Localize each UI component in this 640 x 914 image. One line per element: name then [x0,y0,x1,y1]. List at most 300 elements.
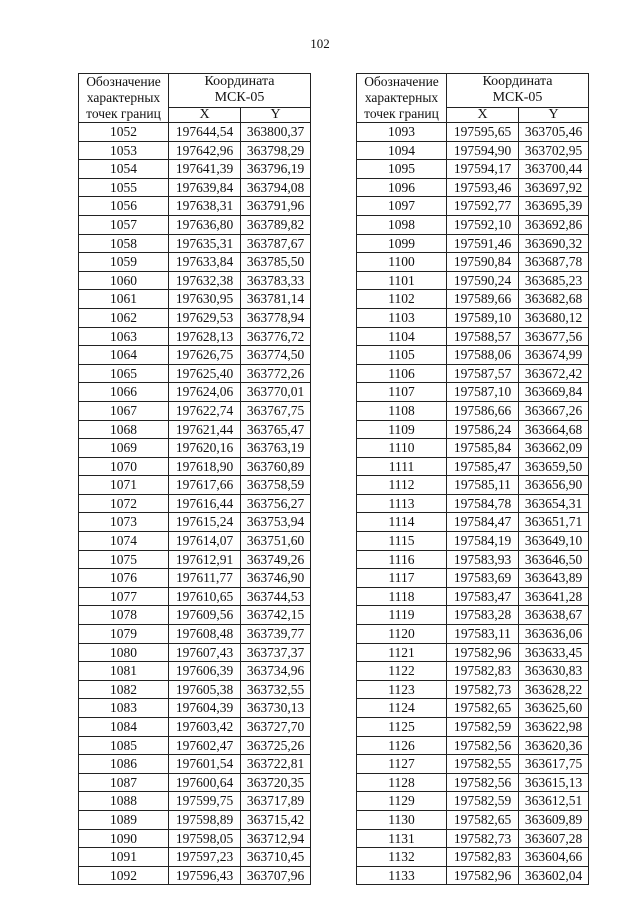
coord-y-cell: 363685,23 [519,271,589,290]
point-id-cell: 1132 [357,848,447,867]
point-id-cell: 1129 [357,792,447,811]
table-row [79,383,311,402]
coord-y-cell: 363772,26 [241,364,311,383]
coord-y-cell: 363785,50 [241,253,311,272]
table-row [79,643,311,662]
coord-x-cell: 197606,39 [169,662,241,681]
coord-y-cell: 363602,04 [519,866,589,885]
coord-x-cell: 197610,65 [169,587,241,606]
point-id-cell: 1071 [79,476,169,495]
table-row [357,253,589,272]
coord-x-cell: 197582,65 [447,699,519,718]
coord-x-cell: 197620,16 [169,439,241,458]
coord-x-cell: 197595,65 [447,123,519,142]
coord-y-cell: 363625,60 [519,699,589,718]
table-row [357,197,589,216]
table-row [79,625,311,644]
table-row [357,792,589,811]
point-id-cell: 1114 [357,513,447,532]
table-row [357,829,589,848]
point-id-cell: 1095 [357,160,447,179]
coord-x-cell: 197600,64 [169,773,241,792]
table-row [357,736,589,755]
point-id-cell: 1124 [357,699,447,718]
point-id-cell: 1113 [357,494,447,513]
table-row [357,699,589,718]
point-id-cell: 1073 [79,513,169,532]
coord-x-cell: 197642,96 [169,141,241,160]
point-id-cell: 1065 [79,364,169,383]
coord-y-cell: 363727,70 [241,718,311,737]
coord-y-cell: 363760,89 [241,457,311,476]
coord-x-cell: 197585,47 [447,457,519,476]
coord-x-cell: 197582,83 [447,662,519,681]
coord-x-cell: 197621,44 [169,420,241,439]
coord-x-cell: 197602,47 [169,736,241,755]
coord-y-cell: 363674,99 [519,346,589,365]
coord-x-cell: 197589,66 [447,290,519,309]
coord-x-cell: 197618,90 [169,457,241,476]
coord-x-cell: 197596,43 [169,866,241,885]
point-id-cell: 1115 [357,532,447,551]
point-id-cell: 1052 [79,123,169,142]
point-id-cell: 1097 [357,197,447,216]
table-row [79,420,311,439]
header-y: Y [241,107,311,122]
coord-y-cell: 363739,77 [241,625,311,644]
coord-x-cell: 197612,91 [169,550,241,569]
table-row [79,308,311,327]
coord-x-cell: 197591,46 [447,234,519,253]
coordinates-table-left [78,73,311,885]
point-id-cell: 1096 [357,178,447,197]
coord-x-cell: 197592,10 [447,215,519,234]
coord-x-cell: 197582,56 [447,736,519,755]
table-row [357,215,589,234]
coord-y-cell: 363742,15 [241,606,311,625]
point-id-cell: 1056 [79,197,169,216]
coord-x-cell: 197582,59 [447,718,519,737]
coord-y-cell: 363672,42 [519,364,589,383]
point-id-cell: 1054 [79,160,169,179]
coordinates-table-right [356,73,589,885]
coord-x-cell: 197584,78 [447,494,519,513]
coord-x-cell: 197601,54 [169,755,241,774]
coord-y-cell: 363774,50 [241,346,311,365]
coord-x-cell: 197584,19 [447,532,519,551]
point-id-cell: 1076 [79,569,169,588]
coord-x-cell: 197628,13 [169,327,241,346]
coord-x-cell: 197635,31 [169,234,241,253]
table-row [79,792,311,811]
coord-x-cell: 197590,84 [447,253,519,272]
table-row [79,401,311,420]
coord-x-cell: 197583,93 [447,550,519,569]
point-id-cell: 1077 [79,587,169,606]
coord-x-cell: 197582,96 [447,866,519,885]
point-id-cell: 1131 [357,829,447,848]
coord-y-cell: 363654,31 [519,494,589,513]
point-id-cell: 1099 [357,234,447,253]
table-row [79,123,311,142]
point-id-cell: 1061 [79,290,169,309]
table-row [357,848,589,867]
coord-y-cell: 363776,72 [241,327,311,346]
point-id-cell: 1123 [357,680,447,699]
point-id-cell: 1057 [79,215,169,234]
table-row [357,866,589,885]
coord-y-cell: 363781,14 [241,290,311,309]
coord-x-cell: 197636,80 [169,215,241,234]
point-id-cell: 1081 [79,662,169,681]
coord-x-cell: 197629,53 [169,308,241,327]
header-point-label: Обозначение характерных точек границ [79,74,169,123]
coord-x-cell: 197609,56 [169,606,241,625]
table-row [357,513,589,532]
header-point-label: Обозначение характерных точек границ [357,74,447,123]
point-id-cell: 1091 [79,848,169,867]
point-id-cell: 1100 [357,253,447,272]
point-id-cell: 1127 [357,755,447,774]
point-id-cell: 1101 [357,271,447,290]
coord-y-cell: 363722,81 [241,755,311,774]
point-id-cell: 1083 [79,699,169,718]
table-row [357,141,589,160]
table-row [357,587,589,606]
table-row [79,364,311,383]
page-number: 102 [310,36,330,51]
table-row [357,810,589,829]
table-row [357,439,589,458]
table-row [357,271,589,290]
coord-y-cell: 363692,86 [519,215,589,234]
coord-y-cell: 363700,44 [519,160,589,179]
header-x: X [169,107,241,122]
coord-y-cell: 363756,27 [241,494,311,513]
table-row [79,606,311,625]
coord-y-cell: 363753,94 [241,513,311,532]
point-id-cell: 1098 [357,215,447,234]
table-row [79,848,311,867]
coord-y-cell: 363690,32 [519,234,589,253]
point-id-cell: 1107 [357,383,447,402]
coord-x-cell: 197588,06 [447,346,519,365]
coord-y-cell: 363744,53 [241,587,311,606]
coord-y-cell: 363787,67 [241,234,311,253]
table-row [357,123,589,142]
coord-y-cell: 363800,37 [241,123,311,142]
point-id-cell: 1112 [357,476,447,495]
table-row [357,457,589,476]
coord-x-cell: 197589,10 [447,308,519,327]
table-row [357,625,589,644]
coord-y-cell: 363789,82 [241,215,311,234]
table-body-left [79,123,311,885]
coord-x-cell: 197638,31 [169,197,241,216]
point-id-cell: 1058 [79,234,169,253]
coord-y-cell: 363765,47 [241,420,311,439]
header-coordinate-group: Координата МСК-05 [447,74,589,108]
coord-x-cell: 197603,42 [169,718,241,737]
table-row [79,773,311,792]
coord-y-cell: 363710,45 [241,848,311,867]
coord-y-cell: 363791,96 [241,197,311,216]
coord-x-cell: 197594,17 [447,160,519,179]
coord-y-cell: 363695,39 [519,197,589,216]
point-id-cell: 1087 [79,773,169,792]
coord-y-cell: 363767,75 [241,401,311,420]
coord-x-cell: 197597,23 [169,848,241,867]
table-row [79,290,311,309]
table-row [357,606,589,625]
coord-x-cell: 197630,95 [169,290,241,309]
coord-x-cell: 197617,66 [169,476,241,495]
table-row [357,290,589,309]
coord-y-cell: 363604,66 [519,848,589,867]
table-row [357,327,589,346]
coord-y-cell: 363651,71 [519,513,589,532]
table-row [357,308,589,327]
coord-y-cell: 363758,59 [241,476,311,495]
coord-y-cell: 363763,19 [241,439,311,458]
coord-y-cell: 363715,42 [241,810,311,829]
table-row [357,718,589,737]
table-row [357,755,589,774]
coord-y-cell: 363794,08 [241,178,311,197]
table-row [79,476,311,495]
table-row [357,383,589,402]
table-row [79,160,311,179]
point-id-cell: 1126 [357,736,447,755]
coord-y-cell: 363612,51 [519,792,589,811]
header-y: Y [519,107,589,122]
table-row [357,476,589,495]
point-id-cell: 1084 [79,718,169,737]
table-row [79,569,311,588]
table-row [79,718,311,737]
coord-x-cell: 197582,59 [447,792,519,811]
coord-x-cell: 197633,84 [169,253,241,272]
coord-y-cell: 363702,95 [519,141,589,160]
coord-y-cell: 363630,83 [519,662,589,681]
point-id-cell: 1088 [79,792,169,811]
point-id-cell: 1059 [79,253,169,272]
table-row [79,513,311,532]
table-row [357,773,589,792]
coord-y-cell: 363607,28 [519,829,589,848]
coord-x-cell: 197624,06 [169,383,241,402]
point-id-cell: 1082 [79,680,169,699]
table-row [79,662,311,681]
coord-x-cell: 197588,57 [447,327,519,346]
coord-x-cell: 197587,57 [447,364,519,383]
coord-x-cell: 197586,24 [447,420,519,439]
table-row [79,327,311,346]
coord-x-cell: 197622,74 [169,401,241,420]
coord-x-cell: 197594,90 [447,141,519,160]
table-row [79,810,311,829]
table-row [357,401,589,420]
table-row [79,141,311,160]
point-id-cell: 1066 [79,383,169,402]
table-row [357,420,589,439]
coord-y-cell: 363798,29 [241,141,311,160]
coord-x-cell: 197583,11 [447,625,519,644]
coord-y-cell: 363636,06 [519,625,589,644]
table-row [79,736,311,755]
point-id-cell: 1072 [79,494,169,513]
point-id-cell: 1120 [357,625,447,644]
coord-y-cell: 363682,68 [519,290,589,309]
coord-y-cell: 363751,60 [241,532,311,551]
coord-x-cell: 197582,73 [447,829,519,848]
table-row [357,643,589,662]
coord-y-cell: 363641,28 [519,587,589,606]
point-id-cell: 1093 [357,123,447,142]
point-id-cell: 1122 [357,662,447,681]
point-id-cell: 1062 [79,308,169,327]
coord-x-cell: 197605,38 [169,680,241,699]
coord-y-cell: 363705,46 [519,123,589,142]
coord-y-cell: 363659,50 [519,457,589,476]
coord-x-cell: 197599,75 [169,792,241,811]
point-id-cell: 1116 [357,550,447,569]
point-id-cell: 1070 [79,457,169,476]
coord-x-cell: 197616,44 [169,494,241,513]
coord-y-cell: 363680,12 [519,308,589,327]
coord-y-cell: 363737,37 [241,643,311,662]
coord-x-cell: 197587,10 [447,383,519,402]
point-id-cell: 1119 [357,606,447,625]
point-id-cell: 1102 [357,290,447,309]
point-id-cell: 1063 [79,327,169,346]
table-row [79,699,311,718]
point-id-cell: 1075 [79,550,169,569]
table-row [79,271,311,290]
coord-x-cell: 197582,83 [447,848,519,867]
point-id-cell: 1069 [79,439,169,458]
coord-y-cell: 363720,35 [241,773,311,792]
point-id-cell: 1074 [79,532,169,551]
coord-x-cell: 197611,77 [169,569,241,588]
coord-y-cell: 363730,13 [241,699,311,718]
coord-y-cell: 363725,26 [241,736,311,755]
coord-x-cell: 197583,69 [447,569,519,588]
header-x: X [447,107,519,122]
point-id-cell: 1053 [79,141,169,160]
point-id-cell: 1079 [79,625,169,644]
table-row [357,160,589,179]
table-body-right [357,123,589,885]
coord-y-cell: 363656,90 [519,476,589,495]
coord-y-cell: 363667,26 [519,401,589,420]
table-row [357,234,589,253]
point-id-cell: 1106 [357,364,447,383]
table-row [79,234,311,253]
point-id-cell: 1117 [357,569,447,588]
table-row [357,532,589,551]
point-id-cell: 1086 [79,755,169,774]
point-id-cell: 1118 [357,587,447,606]
point-id-cell: 1108 [357,401,447,420]
coord-y-cell: 363646,50 [519,550,589,569]
coord-x-cell: 197632,38 [169,271,241,290]
coord-x-cell: 197598,05 [169,829,241,848]
coord-y-cell: 363732,55 [241,680,311,699]
table-row [357,662,589,681]
coord-y-cell: 363628,22 [519,680,589,699]
coord-x-cell: 197625,40 [169,364,241,383]
coord-y-cell: 363783,33 [241,271,311,290]
coord-y-cell: 363712,94 [241,829,311,848]
coord-x-cell: 197586,66 [447,401,519,420]
coord-x-cell: 197590,24 [447,271,519,290]
table-row [79,550,311,569]
coord-x-cell: 197583,47 [447,587,519,606]
table-row [79,439,311,458]
coord-x-cell: 197598,89 [169,810,241,829]
coord-y-cell: 363664,68 [519,420,589,439]
table-row [357,680,589,699]
coord-x-cell: 197644,54 [169,123,241,142]
point-id-cell: 1111 [357,457,447,476]
coord-y-cell: 363687,78 [519,253,589,272]
point-id-cell: 1130 [357,810,447,829]
coord-y-cell: 363734,96 [241,662,311,681]
point-id-cell: 1055 [79,178,169,197]
coord-x-cell: 197608,48 [169,625,241,644]
table-row [79,680,311,699]
coord-y-cell: 363622,98 [519,718,589,737]
table-row [79,755,311,774]
coord-x-cell: 197641,39 [169,160,241,179]
point-id-cell: 1104 [357,327,447,346]
coord-y-cell: 363643,89 [519,569,589,588]
coord-y-cell: 363707,96 [241,866,311,885]
coord-x-cell: 197639,84 [169,178,241,197]
table-row [357,178,589,197]
point-id-cell: 1121 [357,643,447,662]
point-id-cell: 1094 [357,141,447,160]
coord-x-cell: 197593,46 [447,178,519,197]
table-row [79,346,311,365]
header-coordinate-group: Координата МСК-05 [169,74,311,108]
coord-y-cell: 363609,89 [519,810,589,829]
coord-x-cell: 197582,55 [447,755,519,774]
table-row [79,197,311,216]
table-row [79,457,311,476]
coord-x-cell: 197585,84 [447,439,519,458]
coord-y-cell: 363662,09 [519,439,589,458]
point-id-cell: 1092 [79,866,169,885]
point-id-cell: 1109 [357,420,447,439]
coord-x-cell: 197615,24 [169,513,241,532]
table-row [79,532,311,551]
coord-y-cell: 363749,26 [241,550,311,569]
point-id-cell: 1064 [79,346,169,365]
table-row [357,346,589,365]
coord-x-cell: 197626,75 [169,346,241,365]
coord-y-cell: 363620,36 [519,736,589,755]
coord-y-cell: 363697,92 [519,178,589,197]
coord-y-cell: 363617,75 [519,755,589,774]
coord-y-cell: 363746,90 [241,569,311,588]
table-row [357,494,589,513]
coord-y-cell: 363669,84 [519,383,589,402]
point-id-cell: 1125 [357,718,447,737]
coord-y-cell: 363649,10 [519,532,589,551]
coord-y-cell: 363677,56 [519,327,589,346]
